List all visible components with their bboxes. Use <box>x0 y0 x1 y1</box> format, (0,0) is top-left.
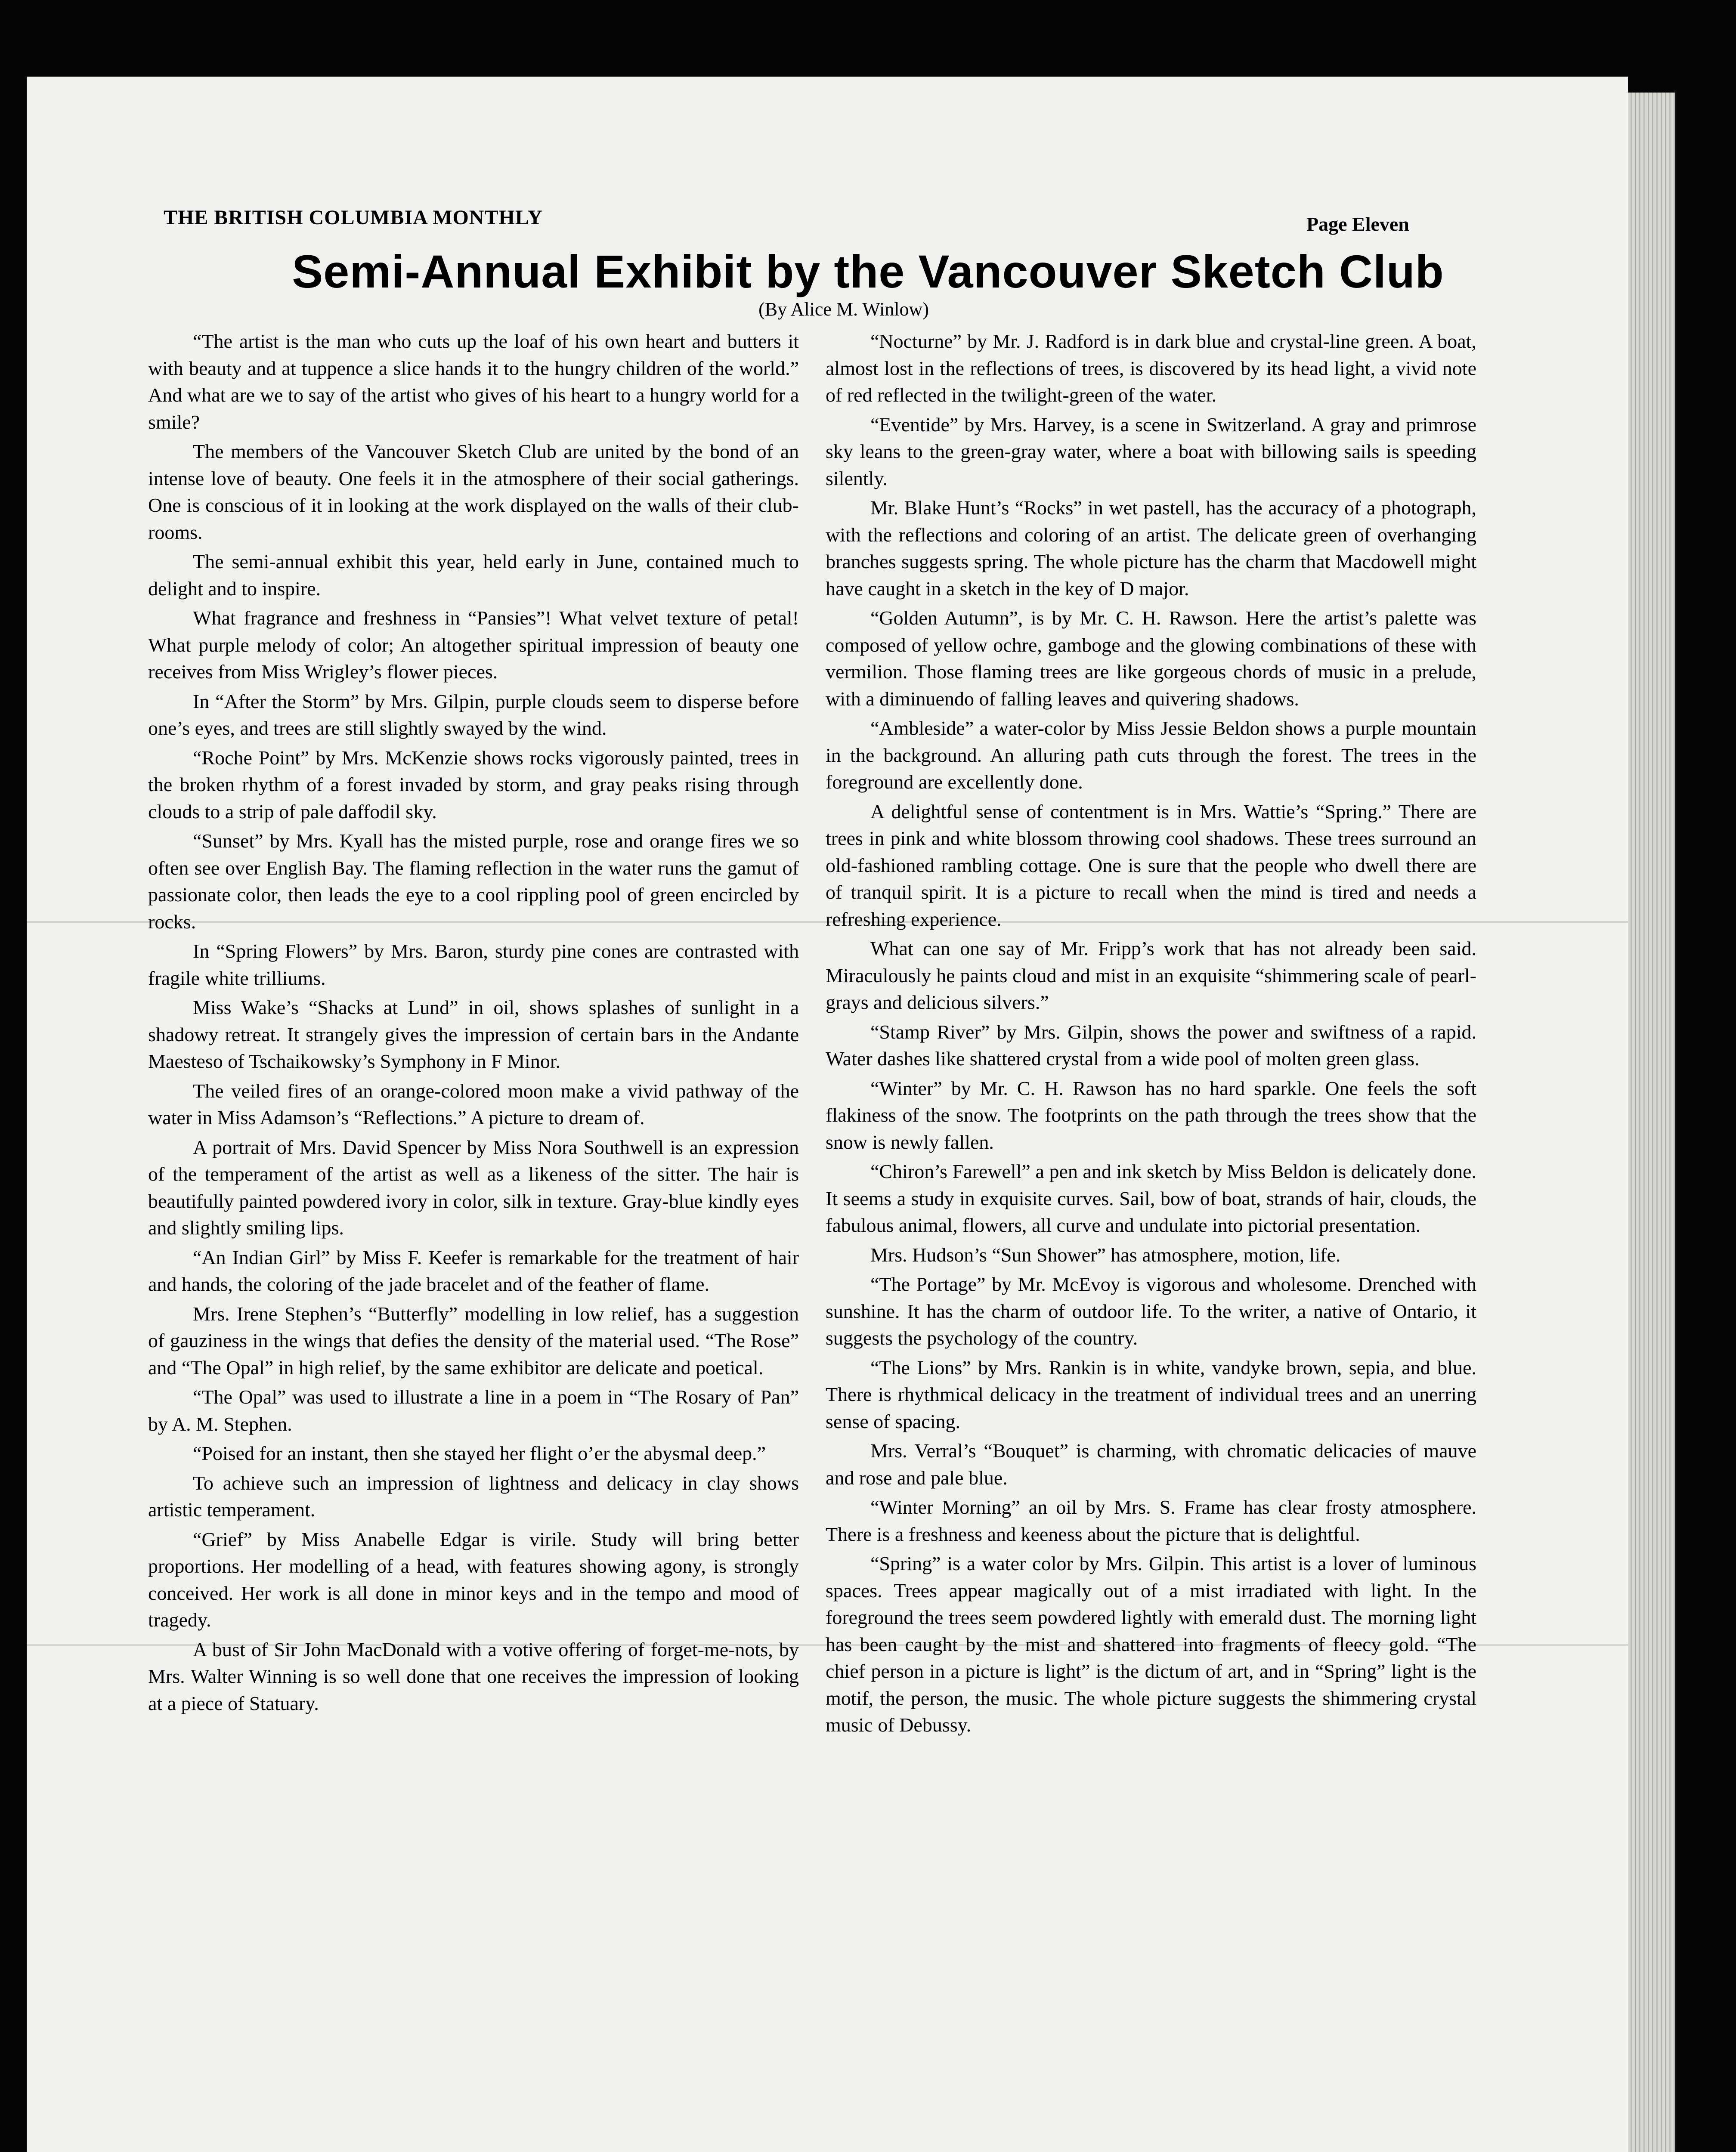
publication-header: THE BRITISH COLUMBIA MONTHLY <box>164 206 543 229</box>
paragraph: “Spring” is a water color by Mrs. Gilpin. This artist is a lover of luminous spaces. Trees appear magically out of a mist irradiated with light. In the foreground the trees seem powdered lightly with emerald dust. The morning light has been caught by the mist and shattered into fragments of fleecy gold. “The chief person in a picture is light” is the dictum of art, and in “Spring” light is the motif, the person, the music. The whole picture suggests the shimmering crystal music of Debussy. <box>826 1552 1476 1736</box>
paragraph: “The Opal” was used to illustrate a line in a poem in “The Rosary of Pan” by A. M. Stephen. <box>148 1386 799 1435</box>
paragraph: A delightful sense of contentment is in Mrs. Wattie’s “Spring.” There are trees in pink and white blossom throwing cool shadows. These trees surround an old-fashioned rambling cottage. One is sure that the people who dwell there are of tranquil spirit. It is a picture to recall when the mind is tired and needs a refreshing experience. <box>826 800 1476 930</box>
paragraph: What can one say of Mr. Fripp’s work that has not already been said. Miraculously he paints cloud and mist in an exquisite “shimmering scale of pearl-grays and delicious silvers.” <box>826 937 1476 1013</box>
article-title: Semi-Annual Exhibit by the Vancouver Sketch Club <box>292 245 1444 297</box>
article-byline: (By Alice M. Winlow) <box>758 299 929 320</box>
paragraph: “Stamp River” by Mrs. Gilpin, shows the power and swiftness of a rapid. Water dashes like shattered crystal from a wide pool of molten green glass. <box>826 1020 1476 1070</box>
paragraph: “An Indian Girl” by Miss F. Keefer is remarkable for the treatment of hair and hands, the coloring of the jade bracelet and of the feather of flame. <box>148 1246 799 1295</box>
paragraph: “Grief” by Miss Anabelle Edgar is virile. Study will bring better proportions. Her modelling of a head, with features showing agony, is strongly conceived. Her work is all done in minor keys and in the tempo and mood of tragedy. <box>148 1528 799 1631</box>
paragraph: “Roche Point” by Mrs. McKenzie shows rocks vigorously painted, trees in the broken rhythm of a forest invaded by storm, and gray peaks rising through clouds to a strip of pale daffodil sky. <box>148 746 799 822</box>
paragraph: What fragrance and freshness in “Pansies”! What velvet texture of petal! What purple melody of color; An altogether spiritual impression of beauty one receives from Miss Wrigley’s flower pieces. <box>148 607 799 683</box>
paragraph: “The Portage” by Mr. McEvoy is vigorous and wholesome. Drenched with sunshine. It has the charm of outdoor life. To the writer, a native of Ontario, it suggests the psychology of the country. <box>826 1273 1476 1349</box>
paragraph: “Eventide” by Mrs. Harvey, is a scene in Switzerland. A gray and primrose sky leans to the green-gray water, where a boat with billowing sails is speeding silently. <box>826 413 1476 489</box>
paragraph: “Chiron’s Farewell” a pen and ink sketch by Miss Beldon is delicately done. It seems a study in exquisite curves. Sail, bow of boat, strands of hair, clouds, the fabulous animal, flowers, all curve and undulate into pictorial presentation. <box>826 1160 1476 1236</box>
paragraph: The veiled fires of an orange-colored moon make a vivid pathway of the water in Miss Adamson’s “Reflections.” A picture to dream of. <box>148 1079 799 1129</box>
paragraph: To achieve such an impression of lightness and delicacy in clay shows artistic temperament. <box>148 1472 799 1521</box>
paragraph: The semi-annual exhibit this year, held early in June, contained much to delight and to inspire. <box>148 550 799 600</box>
right-column <box>826 328 1476 2127</box>
page-edges <box>1628 93 1675 2152</box>
paragraph: “The Lions” by Mrs. Rankin is in white, vandyke brown, sepia, and blue. There is rhythmical delicacy in the treatment of individual trees and an unerring sense of spacing. <box>826 1356 1476 1432</box>
page-number: Page Eleven <box>1306 213 1409 235</box>
paragraph: “Ambleside” a water-color by Miss Jessie Beldon shows a purple mountain in the background. An alluring path cuts through the forest. The trees in the foreground are excellently done. <box>826 717 1476 793</box>
left-column <box>148 328 799 2127</box>
paragraph: “Sunset” by Mrs. Kyall has the misted purple, rose and orange fires we so often see over English Bay. The flaming reflection in the water runs the gamut of passionate color, then leads the eye to a cool rippling pool of green encircled by rocks. <box>148 830 799 933</box>
paragraph: Mrs. Verral’s “Bouquet” is charming, with chromatic delicacies of mauve and rose and pale blue. <box>826 1440 1476 1489</box>
paragraph: Mr. Blake Hunt’s “Rocks” in wet pastell, has the accuracy of a photograph, with the reflections and coloring of an artist. The delicate green of overhanging branches suggests spring. The whole picture has the charm that Macdowell might have caught in a sketch in the key of D major. <box>826 497 1476 600</box>
paragraph: “Poised for an instant, then she stayed her flight o’er the abysmal deep.” <box>193 1442 766 1464</box>
paragraph: “Winter Morning” an oil by Mrs. S. Frame has clear frosty atmosphere. There is a freshness and keeness about the picture that is delightful. <box>826 1496 1476 1545</box>
paragraph: A bust of Sir John MacDonald with a votive offering of forget-me-nots, by Mrs. Walter Winning is so well done that one receives the impression of looking at a piece of Statuary. <box>148 1638 799 1714</box>
paragraph: “Winter” by Mr. C. H. Rawson has no hard sparkle. One feels the soft flakiness of the snow. The footprints on the path through the trees show that the snow is newly fallen. <box>826 1077 1476 1153</box>
paragraph: Mrs. Hudson’s “Sun Shower” has atmosphere, motion, life. <box>870 1243 1341 1266</box>
paragraph: Mrs. Irene Stephen’s “Butterfly” modelling in low relief, has a suggestion of gauziness in the wings that defies the density of the material used. “The Rose” and “The Opal” in high relief, by the same exhibitor are delicate and poetical. <box>148 1302 799 1379</box>
paragraph: “The artist is the man who cuts up the loaf of his own heart and butters it with beauty and at tuppence a slice hands it to the hungry children of the world.” And what are we to say of the artist who gives of his heart to a hungry world for a smile? <box>148 330 799 433</box>
paragraph: “Golden Autumn”, is by Mr. C. H. Rawson. Here the artist’s palette was composed of yellow ochre, gamboge and the glowing combinations of these with vermilion. Those flaming trees are like gorgeous chords of music in a prelude, with a diminuendo of falling leaves and quivering shadows. <box>826 607 1476 710</box>
paragraph: The members of the Vancouver Sketch Club are united by the bond of an intense love of beauty. One feels it in the atmosphere of their social gatherings. One is conscious of it in looking at the work displayed on the walls of their club-rooms. <box>148 440 799 543</box>
paragraph: In “Spring Flowers” by Mrs. Baron, sturdy pine cones are contrasted with fragile white trilliums. <box>148 940 799 989</box>
paragraph: In “After the Storm” by Mrs. Gilpin, purple clouds seem to disperse before one’s eyes, and trees are still slightly swayed by the wind. <box>148 690 799 739</box>
paragraph: Miss Wake’s “Shacks at Lund” in oil, shows splashes of sunlight in a shadowy retreat. It strangely gives the impression of certain bars in the Andante Maesteso of Tschaikowsky’s Symphony in F Minor. <box>148 996 799 1072</box>
paragraph: “Nocturne” by Mr. J. Radford is in dark blue and crystal-line green. A boat, almost lost in the reflections of trees, is discovered by its head light, a vivid note of red reflected in the twilight-green of the water. <box>826 330 1476 406</box>
paragraph: A portrait of Mrs. David Spencer by Miss Nora Southwell is an expression of the temperament of the artist as well as a likeness of the sitter. The hair is beautifully painted powdered ivory in color, silk in texture. Gray-blue kindly eyes and slightly smiling lips. <box>148 1136 799 1239</box>
